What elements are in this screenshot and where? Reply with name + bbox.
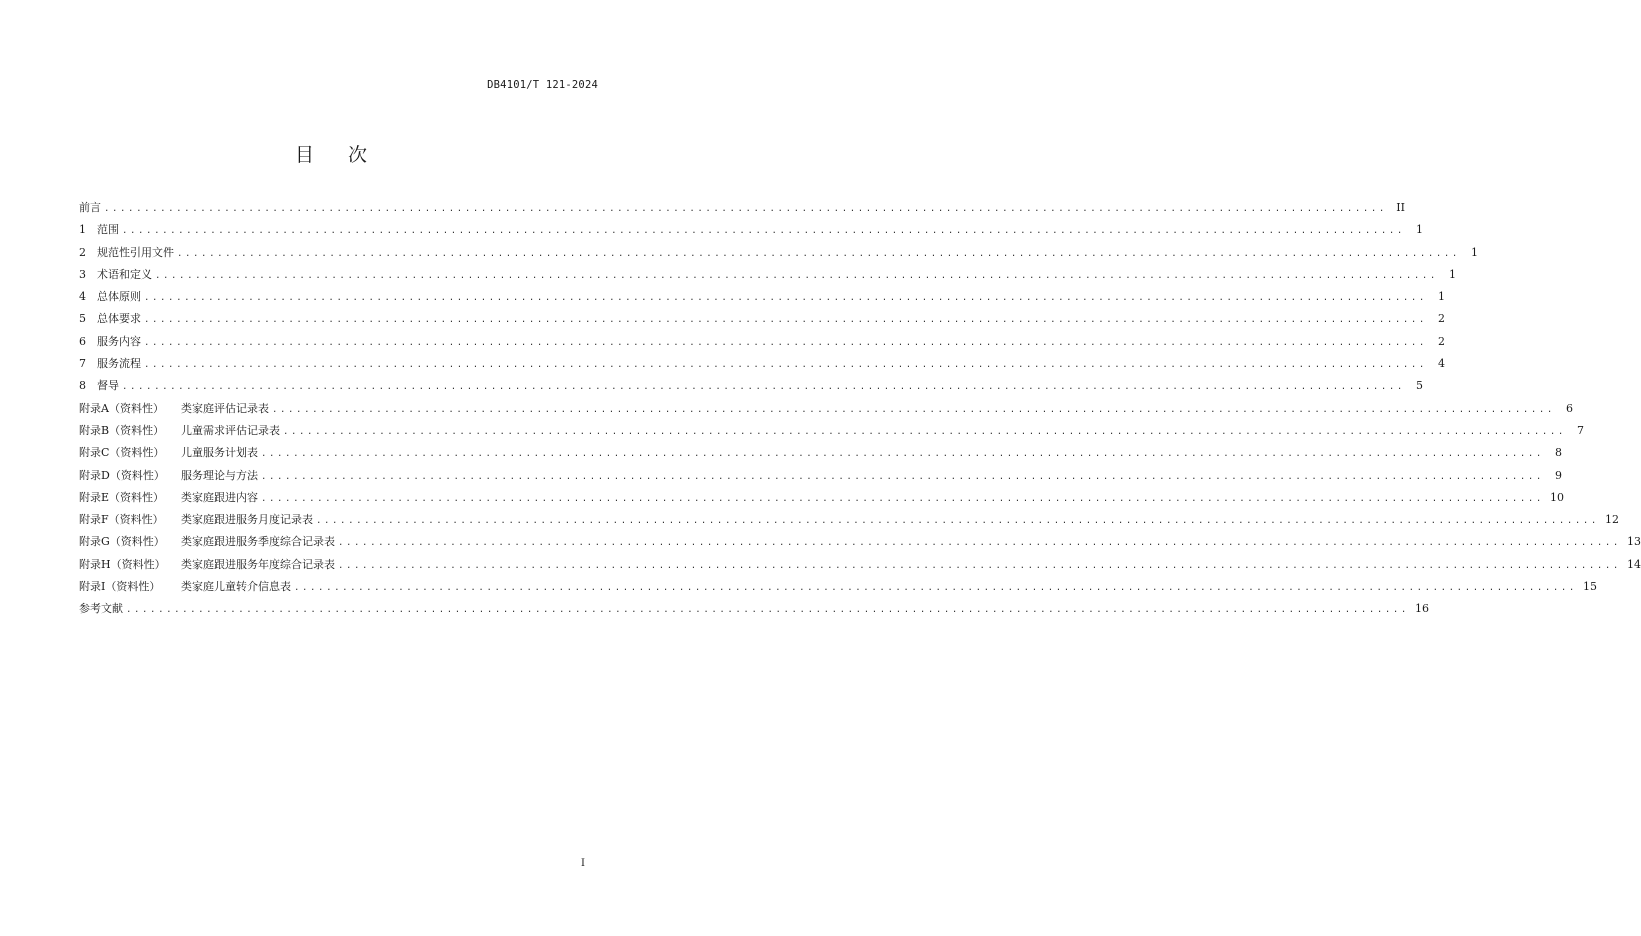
toc-dot-leader: ................................................................................................................................................................ xyxy=(338,560,1621,571)
toc-dot-leader: ................................................................................................................................................................ xyxy=(122,382,1405,393)
toc-entry-appendix-prefix: 附录C（资料性） xyxy=(79,446,165,460)
toc-entry-number: 3 xyxy=(79,267,86,281)
toc-entry[interactable] xyxy=(79,467,1562,489)
toc-dot-leader: ................................................................................................................................................................ xyxy=(144,360,1427,371)
toc-dot-leader: ................................................................................................................................................................ xyxy=(261,493,1544,504)
toc-dot-leader: ................................................................................................................................................................ xyxy=(294,583,1577,594)
toc-entry-page: 8 xyxy=(1554,446,1562,460)
toc-entry-number: 2 xyxy=(79,245,86,259)
toc-entry[interactable] xyxy=(79,422,1584,444)
toc-entry-label: 参考文献 xyxy=(79,602,123,616)
toc-entry-label: 规范性引用文件 xyxy=(97,245,174,259)
toc-entry[interactable] xyxy=(79,600,1429,622)
toc-entry-label: 儿童需求评估记录表 xyxy=(181,423,280,437)
toc-dot-leader: ................................................................................................................................................................ xyxy=(316,516,1599,527)
toc-dot-leader: ................................................................................................................................................................ xyxy=(261,449,1544,460)
toc-entry-label: 类家庭跟进服务季度综合记录表 xyxy=(181,535,335,549)
toc-entry[interactable] xyxy=(79,266,1456,288)
toc-dot-leader: ................................................................................................................................................................ xyxy=(126,605,1409,616)
toc-entry-label: 范围 xyxy=(97,223,119,237)
toc-entry-label: 术语和定义 xyxy=(97,267,152,281)
toc-entry-page: 4 xyxy=(1437,357,1445,371)
page-number: I xyxy=(581,858,585,869)
toc-entry[interactable] xyxy=(79,288,1445,310)
toc-entry-label: 服务流程 xyxy=(97,357,141,371)
toc-entry[interactable] xyxy=(79,377,1423,399)
toc-entry-page: 1 xyxy=(1448,267,1456,281)
toc-dot-leader: ................................................................................................................................................................ xyxy=(104,204,1387,214)
toc-entry-label: 总体原则 xyxy=(97,290,141,304)
toc-entry-page: 14 xyxy=(1626,557,1641,571)
toc-dot-leader: ................................................................................................................................................................ xyxy=(177,248,1460,259)
toc-entry-page: 12 xyxy=(1604,513,1619,527)
toc-entry-number: 1 xyxy=(79,223,86,237)
toc-entry-appendix-prefix: 附录B（资料性） xyxy=(79,423,165,437)
toc-entry-page: 2 xyxy=(1437,334,1445,348)
toc-entry-appendix-prefix: 附录D（资料性） xyxy=(79,468,165,482)
toc-entry-appendix-prefix: 附录A（资料性） xyxy=(79,401,164,415)
toc-entry-appendix-prefix: 附录E（资料性） xyxy=(79,490,165,504)
toc-entry-label: 类家庭跟进服务月度记录表 xyxy=(181,513,313,527)
toc-entry-number: 7 xyxy=(79,357,86,371)
toc-entry-page: 7 xyxy=(1576,423,1584,437)
document-code: DB4101/T 121-2024 xyxy=(487,79,598,91)
toc-dot-leader: ................................................................................................................................................................ xyxy=(338,538,1621,549)
toc-entry-page: 15 xyxy=(1582,580,1597,594)
toc-entry-page: 9 xyxy=(1554,468,1562,482)
toc-entry-page: II xyxy=(1396,201,1405,214)
toc-entry-appendix-prefix: 附录H（资料性） xyxy=(79,557,166,571)
toc-entry[interactable] xyxy=(79,444,1562,466)
toc-entry[interactable] xyxy=(79,355,1445,377)
page-title: 目次 xyxy=(294,144,401,166)
toc-dot-leader: ................................................................................................................................................................ xyxy=(155,270,1438,281)
toc-entry-label: 类家庭跟进服务年度综合记录表 xyxy=(181,557,335,571)
toc-entry-number: 6 xyxy=(79,334,86,348)
toc-entry-page: 2 xyxy=(1437,312,1445,326)
toc-dot-leader: ................................................................................................................................................................ xyxy=(144,315,1427,326)
toc-entry-label: 前言 xyxy=(79,201,101,214)
toc-entry-label: 督导 xyxy=(97,379,119,393)
toc-entry[interactable] xyxy=(79,310,1445,332)
toc-entry[interactable] xyxy=(79,511,1619,533)
toc-dot-leader: ................................................................................................................................................................ xyxy=(283,426,1566,437)
toc-entry-label: 总体要求 xyxy=(97,312,141,326)
toc-dot-leader: ................................................................................................................................................................ xyxy=(261,471,1544,482)
table-of-contents xyxy=(79,199,1641,623)
toc-entry[interactable] xyxy=(79,400,1573,422)
toc-entry[interactable] xyxy=(79,333,1445,355)
toc-entry-label: 类家庭跟进内容 xyxy=(181,490,258,504)
toc-entry-page: 1 xyxy=(1415,223,1423,237)
toc-entry[interactable] xyxy=(79,489,1564,511)
toc-entry-page: 6 xyxy=(1565,401,1573,415)
toc-entry-label: 服务理论与方法 xyxy=(181,468,258,482)
toc-entry-number: 5 xyxy=(79,312,86,326)
toc-dot-leader: ................................................................................................................................................................ xyxy=(122,226,1405,237)
toc-entry-label: 服务内容 xyxy=(97,334,141,348)
toc-entry-appendix-prefix: 附录I（资料性） xyxy=(79,580,161,594)
toc-entry-number: 4 xyxy=(79,290,86,304)
toc-entry-page: 16 xyxy=(1414,602,1429,616)
toc-dot-leader: ................................................................................................................................................................ xyxy=(144,337,1427,348)
toc-entry-label: 类家庭评估记录表 xyxy=(181,401,269,415)
toc-entry-page: 10 xyxy=(1549,490,1564,504)
toc-entry-appendix-prefix: 附录F（资料性） xyxy=(79,513,164,527)
toc-entry-page: 5 xyxy=(1415,379,1423,393)
toc-entry[interactable] xyxy=(79,244,1478,266)
toc-entry[interactable] xyxy=(79,533,1641,555)
toc-entry[interactable] xyxy=(79,221,1423,243)
toc-entry[interactable] xyxy=(79,556,1641,578)
toc-dot-leader: ................................................................................................................................................................ xyxy=(144,293,1427,304)
toc-entry-number: 8 xyxy=(79,379,86,393)
toc-entry-page: 13 xyxy=(1626,535,1641,549)
toc-entry-label: 类家庭儿童转介信息表 xyxy=(181,580,291,594)
toc-dot-leader: ................................................................................................................................................................ xyxy=(272,404,1555,415)
toc-entry-label: 儿童服务计划表 xyxy=(181,446,258,460)
toc-entry-appendix-prefix: 附录G（资料性） xyxy=(79,535,165,549)
toc-entry-page: 1 xyxy=(1470,245,1478,259)
toc-entry[interactable] xyxy=(79,199,1405,221)
toc-entry-page: 1 xyxy=(1437,290,1445,304)
toc-entry[interactable] xyxy=(79,578,1597,600)
